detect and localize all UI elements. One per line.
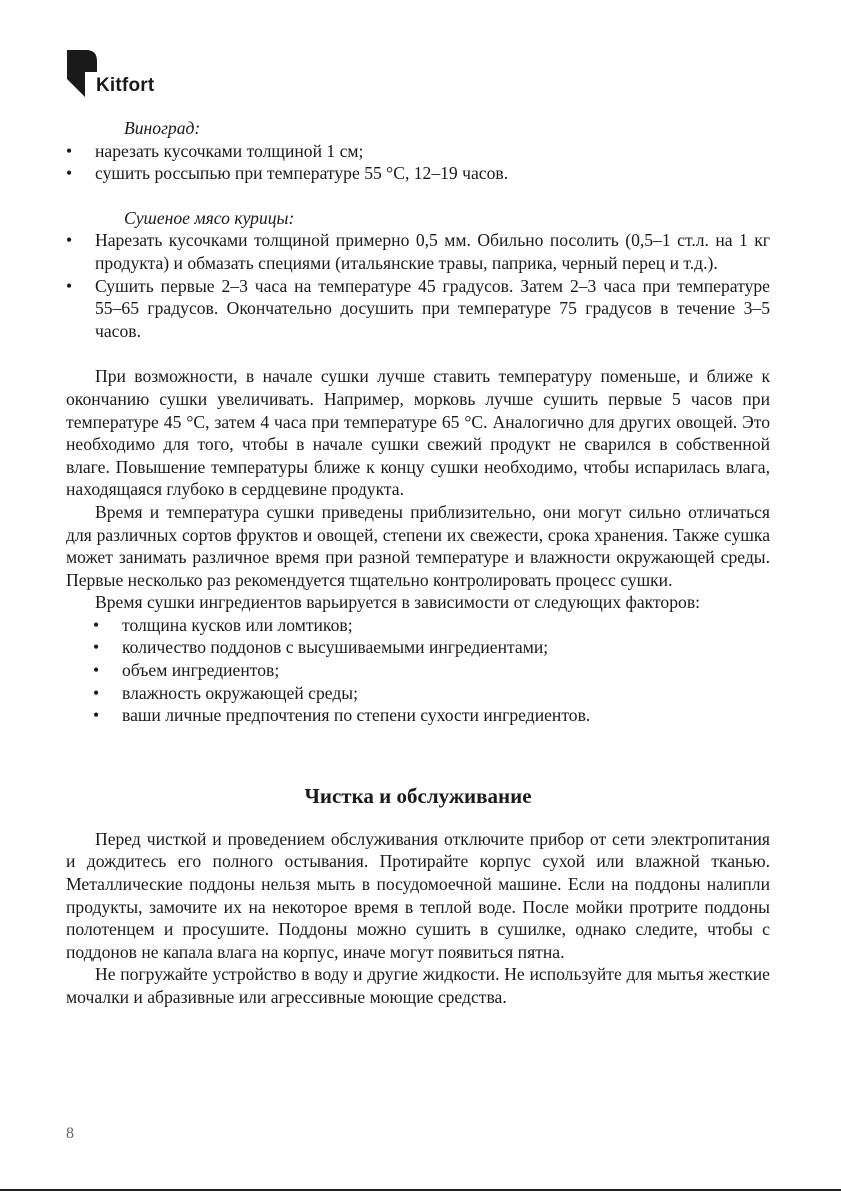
- grape-subtitle: Виноград:: [124, 118, 201, 138]
- bottom-rule: [0, 1189, 841, 1191]
- document-body: [66, 117, 770, 1009]
- paragraph: При возможности, в начале сушки лучше ставить температуру поменьше, и ближе к окончанию сушки увеличивать. Например, морковь лучше сушить первые 5 часов при температуре 45 °C, затем 4 часа при температуре 65 °C. Аналогично для других овощей. Это необходимо для того, чтобы в начале сушки свежий продукт не сварился в собственной влаге. Повышение температуры ближе к концу сушки необходимо, чтобы испарилась влага, находящаяся глубоко в сердцевине продукта.: [66, 366, 770, 500]
- list-item: • толщина кусков или ломтиков;: [66, 614, 770, 637]
- kitfort-logo: [66, 50, 176, 100]
- list-item: • сушить россыпью при температуре 55 °C, 12–19 часов.: [66, 162, 770, 185]
- chicken-list: [66, 229, 770, 342]
- kitfort-logo-icon: [66, 50, 98, 100]
- page-number: 8: [66, 1125, 74, 1142]
- section-heading: Чистка и обслуживание: [304, 783, 532, 808]
- chicken-subtitle: Сушеное мясо курицы:: [124, 207, 295, 228]
- factors-list: [66, 614, 770, 727]
- paragraph: Перед чисткой и проведением обслуживания отключите прибор от сети электропитания и дождитесь его полного остывания. Протирайте корпус сухой или влажной тканью. Металлические поддоны нельзя мыть в посудомоечной машине. Если на поддоны налипли продукты, замочите их на некоторое время в теплой воде. После мойки протрите поддоны полотенцем и просушите. Поддоны можно сушить в сушилке, однако следите, чтобы с поддонов не капала влага на корпус, иначе могут появиться пятна.: [66, 828, 770, 962]
- list-item: • нарезать кусочками толщиной 1 см;: [66, 140, 770, 163]
- brand-name: Kitfort: [96, 75, 155, 96]
- list-item: • влажность окружающей среды;: [66, 682, 770, 705]
- paragraph: Время сушки ингредиентов варьируется в зависимости от следующих факторов:: [95, 592, 701, 613]
- list-item: • объем ингредиентов;: [66, 659, 770, 682]
- paragraph: Время и температура сушки приведены приблизительно, они могут сильно отличаться для различных сортов фруктов и овощей, степени их свежести, срока хранения. Также сушка может занимать различное время при разной температуре и влажности окружающей среды. Первые несколько раз рекомендуется тщательно контролировать процесс сушки.: [66, 501, 770, 590]
- list-item: • Сушить первые 2–3 часа на температуре 45 градусов. Затем 2–3 часа при температуре 55–65 градусов. Окончательно досушить при температуре 75 градусов в течение 3–5 часов.: [66, 275, 770, 343]
- list-item: • количество поддонов с высушиваемыми ингредиентами;: [66, 636, 770, 659]
- list-item: • Нарезать кусочками толщиной примерно 0,5 мм. Обильно посолить (0,5–1 ст.л. на 1 кг продукта) и обмазать специями (итальянские травы, паприка, черный перец и т.д.).: [66, 229, 770, 274]
- paragraph: Не погружайте устройство в воду и другие жидкости. Не используйте для мытья жесткие мочалки и абразивные или агрессивные моющие средства.: [66, 964, 770, 1007]
- grape-list: [66, 140, 770, 185]
- list-item: • ваши личные предпочтения по степени сухости ингредиентов.: [66, 704, 770, 727]
